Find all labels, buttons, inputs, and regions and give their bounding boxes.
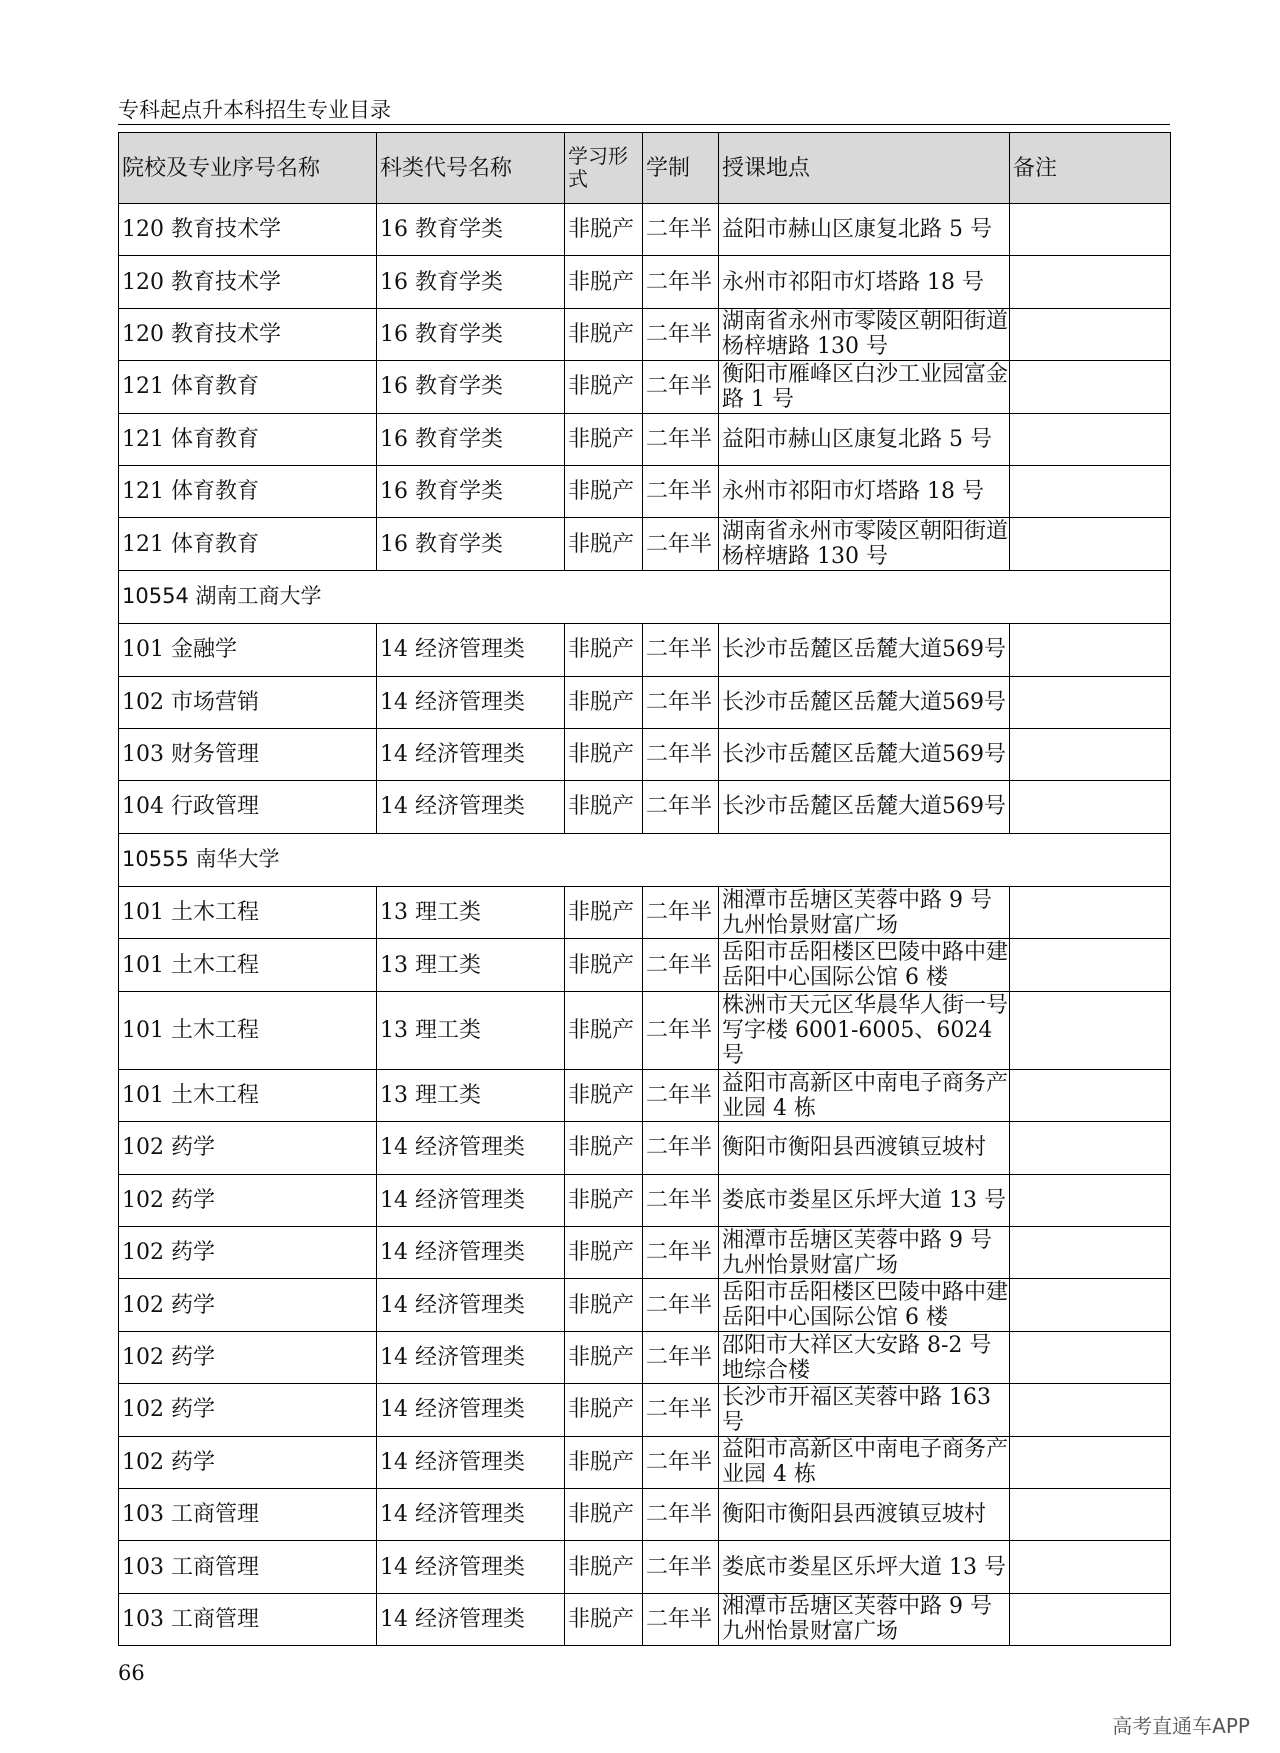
cell-study-form: 非脱产: [565, 1436, 643, 1488]
cell-category: 14 经济管理类: [377, 1436, 565, 1488]
cell-category: 14 经济管理类: [377, 728, 565, 780]
cell-major: 121 体育教育: [119, 465, 377, 517]
page-number: 66: [118, 1661, 145, 1685]
cell-study-form: 非脱产: [565, 624, 643, 676]
watermark: 高考直通车APP: [1112, 1714, 1250, 1738]
cell-duration: 二年半: [643, 1488, 719, 1540]
cell-note: [1010, 256, 1171, 308]
table-row: [119, 1331, 1171, 1383]
cell-location: 湘潭市岳塘区芙蓉中路 9 号九州怡景财富广场: [719, 887, 1010, 939]
cell-category: 14 经济管理类: [377, 1279, 565, 1331]
cell-note: [1010, 361, 1171, 413]
table-row: [119, 1488, 1171, 1540]
cell-major: 104 行政管理: [119, 781, 377, 833]
cell-duration: 二年半: [643, 1541, 719, 1593]
col-header-duration: 学制: [643, 133, 719, 204]
cell-study-form: 非脱产: [565, 204, 643, 256]
cell-note: [1010, 939, 1171, 991]
cell-study-form: 非脱产: [565, 1331, 643, 1383]
cell-duration: 二年半: [643, 1593, 719, 1645]
cell-category: 13 理工类: [377, 887, 565, 939]
cell-major: 120 教育技术学: [119, 308, 377, 360]
cell-note: [1010, 1227, 1171, 1279]
cell-duration: 二年半: [643, 1384, 719, 1436]
cell-note: [1010, 728, 1171, 780]
cell-note: [1010, 781, 1171, 833]
cell-study-form: 非脱产: [565, 1279, 643, 1331]
institution-name: 10555 南华大学: [119, 833, 1171, 886]
cell-duration: 二年半: [643, 465, 719, 517]
cell-location: 湘潭市岳塘区芙蓉中路 9 号九州怡景财富广场: [719, 1227, 1010, 1279]
cell-duration: 二年半: [643, 1279, 719, 1331]
cell-major: 102 药学: [119, 1384, 377, 1436]
cell-study-form: 非脱产: [565, 1384, 643, 1436]
cell-location: 长沙市岳麓区岳麓大道569号: [719, 624, 1010, 676]
cell-category: 13 理工类: [377, 991, 565, 1069]
cell-major: 102 药学: [119, 1279, 377, 1331]
cell-study-form: 非脱产: [565, 1593, 643, 1645]
cell-study-form: 非脱产: [565, 361, 643, 413]
cell-location: 永州市祁阳市灯塔路 18 号: [719, 465, 1010, 517]
table-row: [119, 308, 1171, 360]
cell-note: [1010, 1279, 1171, 1331]
cell-location: 益阳市高新区中南电子商务产业园 4 栋: [719, 1069, 1010, 1121]
cell-study-form: 非脱产: [565, 1174, 643, 1226]
cell-study-form: 非脱产: [565, 887, 643, 939]
cell-category: 14 经济管理类: [377, 624, 565, 676]
table-row: [119, 1384, 1171, 1436]
cell-major: 103 财务管理: [119, 728, 377, 780]
cell-location: 长沙市岳麓区岳麓大道569号: [719, 728, 1010, 780]
col-header-location: 授课地点: [719, 133, 1010, 204]
cell-duration: 二年半: [643, 781, 719, 833]
cell-location: 长沙市岳麓区岳麓大道569号: [719, 676, 1010, 728]
cell-location: 长沙市岳麓区岳麓大道569号: [719, 781, 1010, 833]
cell-duration: 二年半: [643, 939, 719, 991]
cell-category: 16 教育学类: [377, 204, 565, 256]
institution-name: 10554 湖南工商大学: [119, 570, 1171, 623]
cell-note: [1010, 308, 1171, 360]
cell-major: 102 市场营销: [119, 676, 377, 728]
table-row: [119, 204, 1171, 256]
table-row: [119, 939, 1171, 991]
cell-note: [1010, 624, 1171, 676]
cell-duration: 二年半: [643, 1069, 719, 1121]
table-row: [119, 781, 1171, 833]
cell-major: 120 教育技术学: [119, 256, 377, 308]
cell-study-form: 非脱产: [565, 991, 643, 1069]
institution-group-row: [119, 833, 1171, 886]
cell-study-form: 非脱产: [565, 1541, 643, 1593]
table-row: [119, 361, 1171, 413]
cell-note: [1010, 1384, 1171, 1436]
cell-study-form: 非脱产: [565, 465, 643, 517]
cell-major: 102 药学: [119, 1174, 377, 1226]
cell-location: 衡阳市雁峰区白沙工业园富金路 1 号: [719, 361, 1010, 413]
cell-note: [1010, 1593, 1171, 1645]
cell-major: 102 药学: [119, 1436, 377, 1488]
table-row: [119, 413, 1171, 465]
table-row: [119, 676, 1171, 728]
col-header-study-form: 学习形式: [565, 133, 643, 204]
cell-note: [1010, 1488, 1171, 1540]
table-row: [119, 1122, 1171, 1174]
table-row: [119, 1593, 1171, 1645]
cell-major: 101 土木工程: [119, 1069, 377, 1121]
cell-duration: 二年半: [643, 518, 719, 570]
cell-location: 岳阳市岳阳楼区巴陵中路中建岳阳中心国际公馆 6 楼: [719, 939, 1010, 991]
cell-duration: 二年半: [643, 1227, 719, 1279]
cell-note: [1010, 518, 1171, 570]
cell-major: 102 药学: [119, 1331, 377, 1383]
cell-location: 邵阳市大祥区大安路 8-2 号地综合楼: [719, 1331, 1010, 1383]
cell-major: 103 工商管理: [119, 1541, 377, 1593]
cell-location: 益阳市赫山区康复北路 5 号: [719, 413, 1010, 465]
table-row: [119, 887, 1171, 939]
cell-category: 16 教育学类: [377, 361, 565, 413]
table-row: [119, 1227, 1171, 1279]
cell-category: 16 教育学类: [377, 308, 565, 360]
cell-study-form: 非脱产: [565, 728, 643, 780]
table-body: [119, 204, 1171, 1646]
cell-location: 衡阳市衡阳县西渡镇豆坡村: [719, 1122, 1010, 1174]
institution-group-row: [119, 570, 1171, 623]
cell-study-form: 非脱产: [565, 413, 643, 465]
cell-note: [1010, 1331, 1171, 1383]
cell-study-form: 非脱产: [565, 1227, 643, 1279]
header-rule: [118, 124, 1170, 125]
cell-note: [1010, 887, 1171, 939]
cell-study-form: 非脱产: [565, 781, 643, 833]
cell-category: 14 经济管理类: [377, 1174, 565, 1226]
cell-category: 16 教育学类: [377, 465, 565, 517]
cell-category: 14 经济管理类: [377, 1331, 565, 1383]
cell-duration: 二年半: [643, 1174, 719, 1226]
cell-note: [1010, 676, 1171, 728]
cell-note: [1010, 413, 1171, 465]
table-row: [119, 518, 1171, 570]
cell-duration: 二年半: [643, 991, 719, 1069]
table-row: [119, 256, 1171, 308]
cell-major: 101 土木工程: [119, 991, 377, 1069]
table-row: [119, 1174, 1171, 1226]
cell-duration: 二年半: [643, 413, 719, 465]
table-row: [119, 1279, 1171, 1331]
table-row: [119, 1541, 1171, 1593]
cell-major: 102 药学: [119, 1227, 377, 1279]
cell-duration: 二年半: [643, 1122, 719, 1174]
cell-category: 14 经济管理类: [377, 1384, 565, 1436]
cell-category: 13 理工类: [377, 939, 565, 991]
cell-location: 衡阳市衡阳县西渡镇豆坡村: [719, 1488, 1010, 1540]
table-row: [119, 624, 1171, 676]
cell-note: [1010, 991, 1171, 1069]
cell-duration: 二年半: [643, 1331, 719, 1383]
cell-study-form: 非脱产: [565, 518, 643, 570]
col-header-note: 备注: [1010, 133, 1171, 204]
cell-location: 长沙市开福区芙蓉中路 163 号: [719, 1384, 1010, 1436]
cell-category: 14 经济管理类: [377, 1122, 565, 1174]
cell-note: [1010, 1122, 1171, 1174]
cell-study-form: 非脱产: [565, 308, 643, 360]
cell-location: 益阳市高新区中南电子商务产业园 4 栋: [719, 1436, 1010, 1488]
cell-duration: 二年半: [643, 728, 719, 780]
cell-category: 16 教育学类: [377, 256, 565, 308]
cell-study-form: 非脱产: [565, 939, 643, 991]
cell-location: 湖南省永州市零陵区朝阳街道杨梓塘路 130 号: [719, 518, 1010, 570]
col-header-major: 院校及专业序号名称: [119, 133, 377, 204]
running-head-title: 专科起点升本科招生专业目录: [118, 98, 391, 122]
cell-study-form: 非脱产: [565, 1069, 643, 1121]
cell-study-form: 非脱产: [565, 1122, 643, 1174]
cell-location: 湘潭市岳塘区芙蓉中路 9 号九州怡景财富广场: [719, 1593, 1010, 1645]
cell-duration: 二年半: [643, 624, 719, 676]
cell-location: 株洲市天元区华晨华人街一号写字楼 6001-6005、6024 号: [719, 991, 1010, 1069]
cell-major: 103 工商管理: [119, 1593, 377, 1645]
cell-major: 102 药学: [119, 1122, 377, 1174]
cell-location: 娄底市娄星区乐坪大道 13 号: [719, 1174, 1010, 1226]
cell-category: 14 经济管理类: [377, 1488, 565, 1540]
cell-study-form: 非脱产: [565, 1488, 643, 1540]
cell-major: 103 工商管理: [119, 1488, 377, 1540]
cell-category: 14 经济管理类: [377, 781, 565, 833]
table-row: [119, 991, 1171, 1069]
cell-study-form: 非脱产: [565, 676, 643, 728]
cell-category: 14 经济管理类: [377, 1227, 565, 1279]
table-row: [119, 1436, 1171, 1488]
table-row: [119, 465, 1171, 517]
cell-category: 14 经济管理类: [377, 1541, 565, 1593]
cell-note: [1010, 1069, 1171, 1121]
cell-major: 101 土木工程: [119, 887, 377, 939]
cell-major: 101 土木工程: [119, 939, 377, 991]
cell-duration: 二年半: [643, 308, 719, 360]
table-row: [119, 728, 1171, 780]
cell-duration: 二年半: [643, 204, 719, 256]
cell-category: 14 经济管理类: [377, 676, 565, 728]
cell-duration: 二年半: [643, 256, 719, 308]
cell-note: [1010, 1174, 1171, 1226]
cell-note: [1010, 204, 1171, 256]
cell-location: 娄底市娄星区乐坪大道 13 号: [719, 1541, 1010, 1593]
cell-location: 岳阳市岳阳楼区巴陵中路中建岳阳中心国际公馆 6 楼: [719, 1279, 1010, 1331]
cell-duration: 二年半: [643, 361, 719, 413]
cell-category: 16 教育学类: [377, 413, 565, 465]
cell-study-form: 非脱产: [565, 256, 643, 308]
col-header-category: 科类代号名称: [377, 133, 565, 204]
cell-major: 121 体育教育: [119, 518, 377, 570]
cell-note: [1010, 1436, 1171, 1488]
cell-category: 13 理工类: [377, 1069, 565, 1121]
cell-location: 永州市祁阳市灯塔路 18 号: [719, 256, 1010, 308]
cell-major: 101 金融学: [119, 624, 377, 676]
cell-duration: 二年半: [643, 676, 719, 728]
cell-note: [1010, 465, 1171, 517]
cell-major: 121 体育教育: [119, 361, 377, 413]
cell-category: 16 教育学类: [377, 518, 565, 570]
cell-category: 14 经济管理类: [377, 1593, 565, 1645]
cell-duration: 二年半: [643, 887, 719, 939]
cell-major: 121 体育教育: [119, 413, 377, 465]
catalog-table: [118, 132, 1171, 1646]
table-header-row: [119, 133, 1171, 204]
cell-location: 湖南省永州市零陵区朝阳街道杨梓塘路 130 号: [719, 308, 1010, 360]
cell-note: [1010, 1541, 1171, 1593]
table-row: [119, 1069, 1171, 1121]
cell-location: 益阳市赫山区康复北路 5 号: [719, 204, 1010, 256]
cell-major: 120 教育技术学: [119, 204, 377, 256]
cell-duration: 二年半: [643, 1436, 719, 1488]
